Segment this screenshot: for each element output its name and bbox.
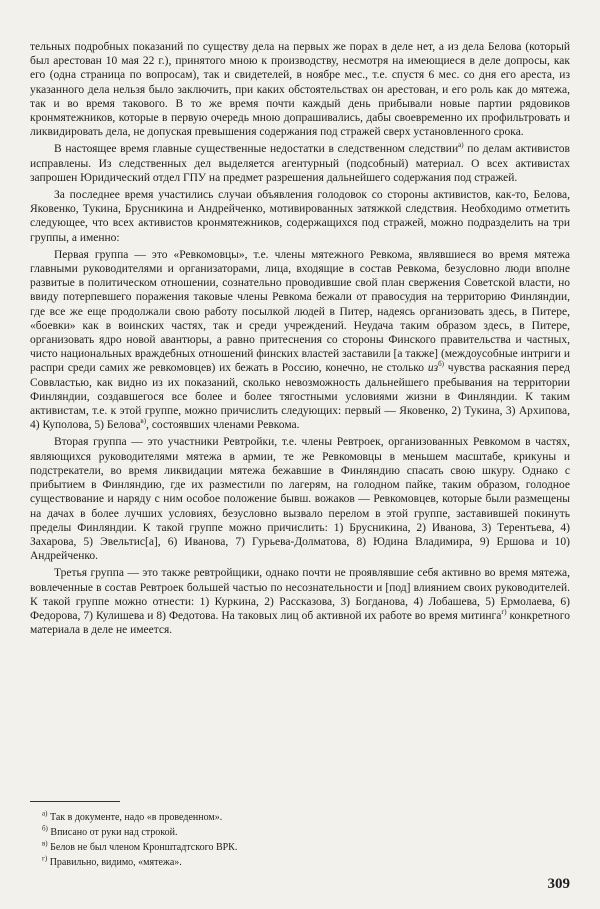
paragraph-3: За последнее время участились случаи объявления голодовок со стороны активистов, как-то, Белова, Яковенко, Тукина, Брусникина и Андрейченко, мотивированных затяжкой следствия. Необходимо отметить следующее, что всех активистов кронмятежников, содержащихся под стражей, можно подразделить на три группы, а именно:	[30, 189, 570, 244]
paragraph-2: В настоящее время главные существенные недостатки в следственном следствии$^{а)}$ по делам активистов исправлены. Из следственных дел выделяется агентурный (подсобный) материал. О всех активистах запрошен Юридический отдел ГПУ на предмет разрешения дальнейшего содержания под стражей.	[30, 141, 570, 184]
page-number: 309	[547, 876, 570, 892]
paragraph-second-group: Вторая группа — это участники Ревтройки, т.е. члены Ревтроек, организованных Ревкомом в частях, являющихся руководителями мятежа в армии, те же Ревкомовцы в меньшем масштабе, крикуны и подстрекатели, во время ликвидации мятежа бежавшие в Финляндию спасать свою шкуру. Однако с прибытием в Финляндию, где их разместили по лагерям, на голодном пайке, таким образом, голодное существование и наряду с ним особое положение бывш. вожаков — Ревкомовцев, которые были размещены на дачах в более лучших условиях, безусловно вызвало перелом в этой группе, заставившей покинуть пределы Финляндии. К такой группе можно причислить: 1) Брусникина, 2) Иванова, 3) Терентьева, 4) Захарова, 5) Эвельтис[а], 6) Иванова, 7) Гурьева-Долматова, 8) Юдина Владимира, 9) Ершова и 10) Андрейченко.	[30, 436, 570, 563]
paragraph-1: тельных подробных показаний по существу дела на первых же порах в деле нет, а из дела Белова (который был арестован 10 мая 22 г.), принятого мною к производству, несмотря на имеющиеся в деле допросы, как его (одна страница по вопросам), так и свидетелей, в ноябре мес., т.е. спустя 6 мес. со дня его ареста, из указанного дела нельзя было заключить, при каких обстоятельствах он арестован, и его роль как до мятежа, так и во время такового. В то же время почти каждый день прибывали новые партии рядовиков кронмятежников, которые в первую очередь мною допрашивались, дабы своевременно их профильтровать и ликвидировать дела, не допуская превышения содержания под стражей сверх установленного срока.	[30, 41, 570, 139]
footnote-item: $^{а)}$ Так в документе, надо «в проведенном».	[42, 809, 223, 823]
footnotes	[30, 810, 570, 870]
body-text	[30, 40, 570, 637]
paragraph-third-group: Третья группа — это также ревтройщики, однако почти не проявлявшие себя активно во время мятежа, вовлеченные в состав Ревтроек большей частью по несознательности и [под] влиянием своих руководителей. К такой группе можно отнести: 1) Куркина, 2) Рассказова, 3) Богданова, 4) Лобашева, 5) Ермолаева, 6) Федорова, 7) Кулишева и 8) Федотова. На таковых лиц об активной их работе во время митинга$^{г)}$ конкретного материала в деле не имеется.	[30, 567, 570, 637]
footnote-ref-v: в)	[140, 417, 147, 426]
footnote-divider	[30, 801, 120, 802]
footnote-item: $^{в)}$ Белов не был членом Кронштадтского ВРК.	[42, 839, 238, 853]
footnote-item: $^{б)}$ Вписано от руки над строкой.	[42, 824, 178, 838]
paragraph-first-group: Первая группа — это «Ревкомовцы», т.е. члены мятежного Ревкома, являвшиеся во время мятежа главными руководителями и организаторами, лица, входящие в состав Ревкома, безусловно люди вполне развитые в политическом отношении, сознательно проводившие свой план свержения Советской власти, но ввиду потерпевшего поражения таковые члены Ревкома бежали от правосудия на территорию Финляндии, где все же еще продолжали свою работу посылкой людей в Питер, надеясь организовать здесь, в Питере, «боевки» как в воинских частях, так и среди учреждений. Неудача таким образом здесь, в Питере, организовать ядро новой авантюры, а равно притеснения со стороны Финского правительства и частных, чисто национальных враждебных отношений финских властей заставили [а также] (междоусобные интриги и распри среди самих же ревкомовцев) их бежать в Россию, конечно, не столько $из^{б)}$ чувства раскаяния перед Соввластью, как видно из их показаний, сколько невозможность дальнейшего пребывания на территории Финляндии, создавшегося все более и более тягостными условиями жизни в Финляндии. К таким активистам, т.е. к этой группе, можно причислить следующих: первый — Яковенко, 2) Тукина, 3) Архипова, 4) Куполова, 5) Белова$^{в)}$, состоявших членами Ревкома.	[30, 248, 570, 432]
footnote-item: $^{г)}$ Правильно, видимо, «мятежа».	[42, 854, 182, 868]
footnote-ref-a: а)	[458, 141, 464, 150]
footnote-ref-b: б)	[438, 360, 444, 369]
footnote-ref-g: г)	[501, 608, 507, 617]
